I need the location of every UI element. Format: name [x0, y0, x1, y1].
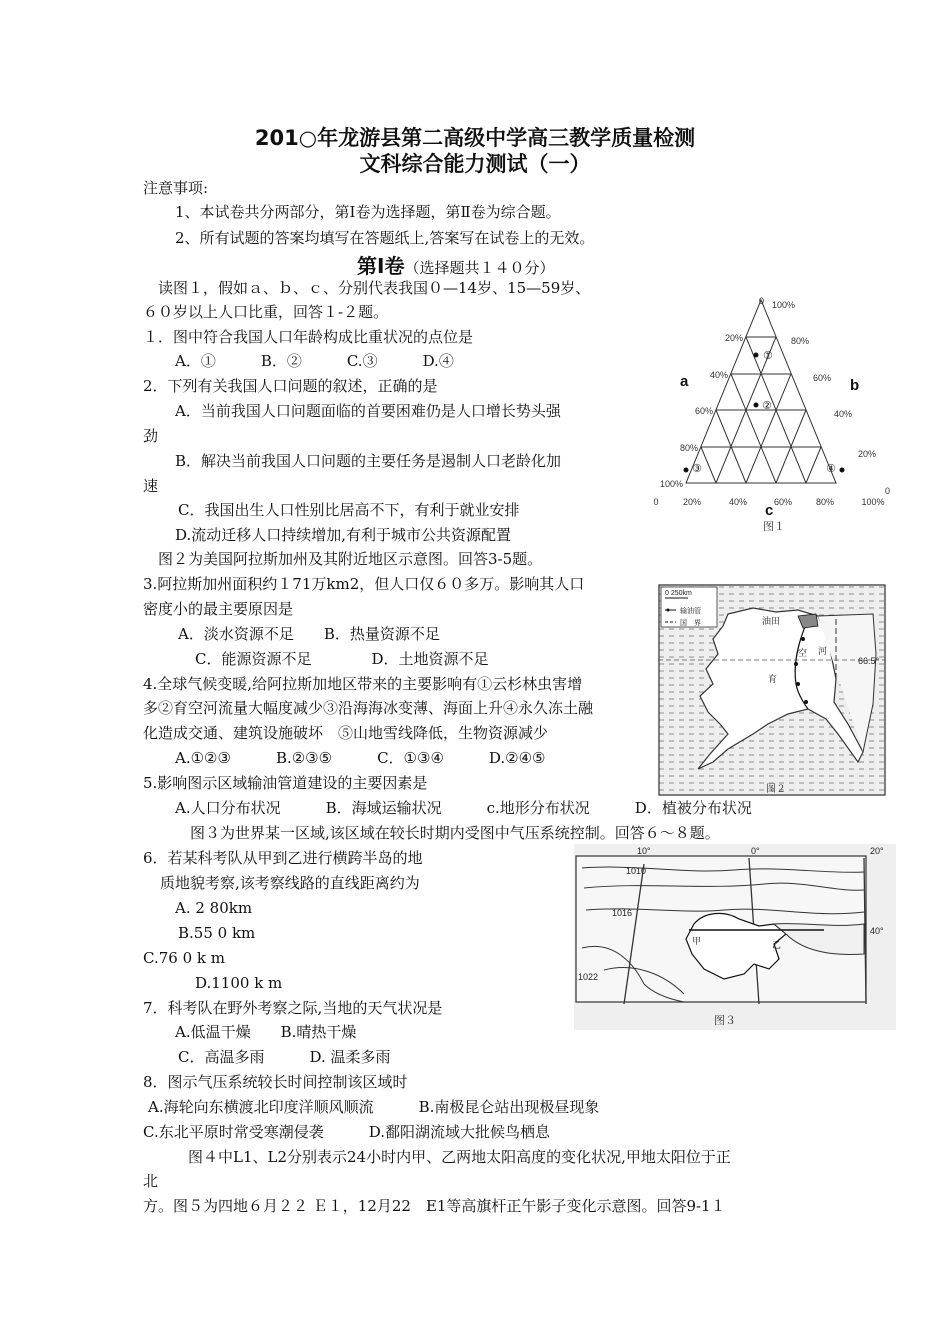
- point-1-label: ①: [763, 350, 773, 362]
- question-6-option-d: D.1100 k m: [195, 974, 283, 992]
- question-4-cont-2: 化造成交通、建筑设施破坏 ⑤山地雪线降低，生物资源减少: [143, 724, 549, 742]
- point-3-label: ③: [692, 463, 702, 475]
- river-char: 河: [818, 646, 828, 656]
- question-2-option-a-cont: 劲: [143, 427, 159, 445]
- notice-item-2: 2、所有试题的答案均填写在答题纸上,答案写在试卷上的无效。: [175, 229, 595, 247]
- point-2-dot: [754, 403, 759, 408]
- page-subtitle: 文科综合能力测试（一）: [359, 152, 591, 176]
- latitude-label: 66.5°: [858, 656, 880, 666]
- bottom-tick: 40%: [728, 497, 748, 507]
- question-6-option-c: C.76 0 k m: [143, 949, 225, 967]
- question-6-option-b: B.55 0 km: [178, 924, 256, 942]
- left-tick: 100%: [659, 479, 683, 489]
- bottom-tick: 20%: [682, 497, 702, 507]
- axis-c-label: c: [765, 502, 774, 519]
- bottom-tick: 60%: [773, 497, 793, 507]
- intro-fig3: 图３为世界某一区域,该区域在较长时期内受图中气压系统控制。回答６～８题。: [190, 824, 720, 842]
- question-4: 4.全球气候变暖,给阿拉斯加地区带来的主要影响有①云杉林虫害增: [143, 675, 583, 693]
- axis-a-label: a: [680, 373, 689, 390]
- question-3-options-ab: A．淡水资源不足 B．热量资源不足: [178, 625, 440, 643]
- question-8-options-cd: C.东北平原时常受寒潮侵袭 D.鄱阳湖流域大批候鸟栖息: [143, 1123, 550, 1141]
- place-yi: 乙: [772, 940, 782, 950]
- right-tick: 0: [885, 486, 890, 496]
- question-2-option-b-cont: 速: [143, 477, 159, 495]
- figure-1-caption: 图１: [763, 521, 785, 533]
- section-name: 第Ⅰ卷: [357, 254, 405, 278]
- left-tick: 80%: [679, 443, 698, 453]
- question-3: 3.阿拉斯加州面积约１71万km2，但人口仅６０多万。影响其人口: [143, 575, 585, 593]
- section-note: （选择题共１４０分）: [404, 259, 555, 277]
- longitude-label: 20°: [870, 846, 884, 856]
- intro-fig1-line1: 读图１，假如ａ、ｂ、ｃ、分别代表我国０—14岁、15—59岁、: [158, 279, 591, 297]
- intro-fig1-line2: ６０岁以上人口比重，回答１-２题。: [143, 303, 389, 321]
- axis-b-label: b: [850, 377, 860, 394]
- question-6-option-a: A. 2 80km: [175, 899, 253, 917]
- point-2-label: ②: [762, 400, 772, 412]
- point-4-label: ④: [826, 463, 836, 475]
- latitude-label: 40°: [870, 926, 884, 936]
- left-tick: 60%: [694, 406, 713, 416]
- river-char: 育: [768, 674, 778, 684]
- point-3-dot: [684, 468, 689, 473]
- bottom-tick: 100%: [861, 497, 885, 507]
- question-1: １．图中符合我国人口年龄构成比重状况的点位是: [143, 328, 474, 346]
- place-jia: 甲: [692, 936, 702, 946]
- question-4-options: A.①②③ B.②③⑤ C．①③④ D.②④⑤: [175, 749, 546, 767]
- question-2-option-b: B．解决当前我国人口问题的主要任务是遏制人口老龄化加: [175, 452, 562, 470]
- question-3-cont: 密度小的最主要原因是: [143, 600, 294, 618]
- question-3-options-cd: C．能源资源不足 D．土地资源不足: [195, 650, 489, 668]
- question-6-cont: 质地貌考察,该考察线路的直线距离约为: [160, 874, 420, 892]
- legend-border: 国 界: [680, 620, 701, 627]
- figure-3-caption: 图３: [714, 1015, 736, 1027]
- question-2-option-a: A．当前我国人口问题面临的首要困难仍是人口增长势头强: [175, 402, 561, 420]
- point-1-dot: [754, 353, 759, 358]
- right-tick: 100%: [772, 300, 796, 310]
- right-tick: 20%: [858, 449, 877, 459]
- isobar-label: 1010: [626, 866, 647, 876]
- legend-pipeline: 输油管: [680, 608, 701, 615]
- left-tick: 20%: [724, 333, 743, 343]
- question-5-options: A.人口分布状况 B．海域运输状况 c.地形分布状况 D．植被分布状况: [175, 799, 752, 817]
- bottom-tick: 0: [653, 497, 659, 507]
- intro-fig4-line3: 方。图５为四地６月２２ Ｅ１，12月22 E1等高旗杆正午影子变化示意图。回答9-1１: [143, 1197, 726, 1215]
- question-4-cont-1: 多②育空河流量大幅度减少③沿海海冰变薄、海面上升④永久冻土融: [143, 699, 594, 717]
- section-heading: [357, 250, 554, 279]
- right-tick: 60%: [813, 373, 832, 383]
- question-8: 8．图示气压系统较长时间控制该区域时: [143, 1073, 408, 1091]
- question-7: 7．科考队在野外考察之际,当地的天气状况是: [143, 999, 443, 1017]
- point-4-dot: [840, 468, 845, 473]
- figure-3-pressure-map: [574, 844, 896, 1030]
- question-2: 2．下列有关我国人口问题的叙述，正确的是: [143, 377, 438, 395]
- notice-item-1: 1、本试卷共分两部分，第Ⅰ卷为选择题，第Ⅱ卷为综合题。: [175, 203, 561, 221]
- isobar-label: 1016: [612, 908, 633, 918]
- question-8-options-ab: A.海轮向东横渡北印度洋顺风顺流 B.南极昆仑站出现极昼现象: [148, 1098, 600, 1116]
- question-6: 6．若某科考队从甲到乙进行横跨半岛的地: [143, 849, 423, 867]
- figure-1-ternary: [628, 292, 890, 537]
- longitude-label: 10°: [637, 846, 651, 856]
- question-2-option-c: C．我国出生人口性别比居高不下，有利于就业安排: [178, 501, 520, 519]
- apex-label: 0: [759, 296, 765, 306]
- longitude-label: 0°: [751, 846, 760, 856]
- oilfield-label: 油田: [762, 616, 781, 626]
- right-tick: 80%: [791, 336, 810, 346]
- intro-fig2: 图２为美国阿拉斯加州及其附近地区示意图。回答3-5题。: [158, 550, 543, 568]
- question-7-options-ab: A.低温干燥 B.晴热干燥: [175, 1023, 357, 1041]
- intro-fig4-line2: 北: [143, 1172, 159, 1190]
- figure-2-caption: 图２: [766, 784, 786, 795]
- intro-fig4-line1: 图４中L1、L2分别表示24小时内甲、乙两地太阳高度的变化状况,甲地太阳位于正: [188, 1148, 731, 1166]
- river-char: 空: [798, 648, 808, 658]
- map-scale: 0 250km: [665, 590, 692, 597]
- left-tick: 40%: [709, 370, 728, 380]
- question-1-options: A．① B．② C.③ D.④: [175, 352, 454, 370]
- bottom-tick: 80%: [815, 497, 835, 507]
- figure-2-alaska-map: [658, 584, 886, 796]
- question-2-option-d: D.流动迁移人口持续增加,有利于城市公共资源配置: [175, 526, 512, 544]
- notice-heading: 注意事项:: [143, 179, 209, 197]
- right-tick: 40%: [834, 409, 853, 419]
- question-7-options-cd: C．高温多雨 D. 温柔多雨: [178, 1048, 391, 1066]
- page-title: 201○年龙游县第二高级中学高三教学质量检测: [254, 126, 696, 150]
- isobar-label: 1022: [578, 972, 599, 982]
- question-5: 5.影响图示区域输油管道建设的主要因素是: [143, 774, 428, 792]
